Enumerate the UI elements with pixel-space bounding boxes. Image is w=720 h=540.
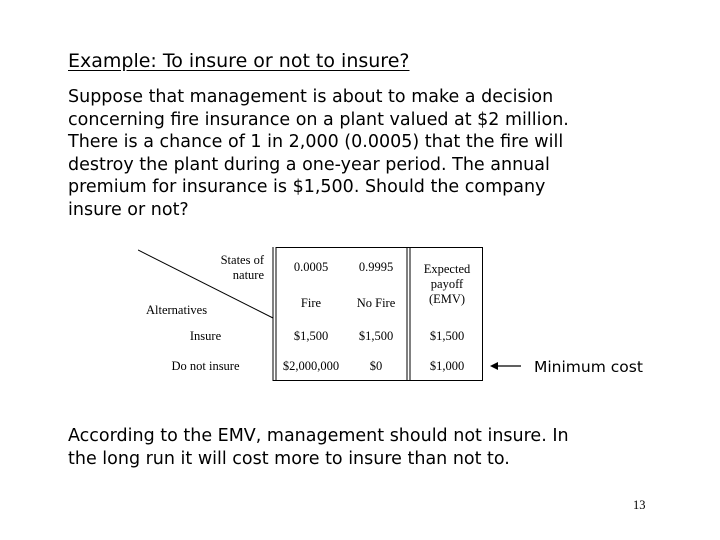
emv-header: Expected payoff (EMV)	[423, 262, 471, 306]
conclusion-line: the long run it will cost more to insure than not to.	[68, 448, 510, 469]
conclusion-line: According to the EMV, management should not insure. In	[68, 426, 569, 446]
state-fire: Fire	[300, 296, 322, 310]
intro-line: There is a chance of 1 in 2,000 (0.0005) that the fire will	[68, 132, 564, 153]
row-do-not-insure-no-fire: $0	[369, 359, 383, 373]
row-insure-no-fire: $1,500	[358, 329, 394, 343]
intro-line: premium for insurance is $1,500. Should the company	[68, 177, 546, 198]
intro-paragraph	[68, 86, 668, 222]
row-insure-fire: $1,500	[293, 329, 329, 343]
intro-line: Suppose that management is about to make a decision	[68, 87, 554, 107]
probability-fire: 0.0005	[293, 260, 329, 274]
row-insure-emv: $1,500	[429, 329, 465, 343]
row-do-not-insure-emv: $1,000	[429, 359, 465, 373]
row-alternative-do-not-insure: Do not insure	[171, 359, 240, 373]
conclusion-paragraph	[68, 425, 678, 470]
state-no-fire: No Fire	[356, 296, 396, 310]
intro-line: insure or not?	[68, 199, 189, 220]
intro-line: destroy the plant during a one-year period. The annual	[68, 154, 550, 175]
states-of-nature-label: States of nature	[220, 253, 264, 282]
row-alternative-insure: Insure	[189, 329, 222, 343]
probability-no-fire: 0.9995	[358, 260, 394, 274]
payoff-table	[138, 247, 483, 381]
alternatives-label: Alternatives	[146, 303, 208, 317]
slide-title: Example: To insure or not to insure?	[68, 50, 410, 72]
arrow-left-icon	[490, 359, 522, 373]
row-do-not-insure-fire: $2,000,000	[282, 359, 340, 373]
intro-line: concerning fire insurance on a plant valued at $2 million.	[68, 109, 569, 130]
page-number: 13	[633, 498, 646, 512]
minimum-cost-annotation: Minimum cost	[534, 358, 643, 376]
